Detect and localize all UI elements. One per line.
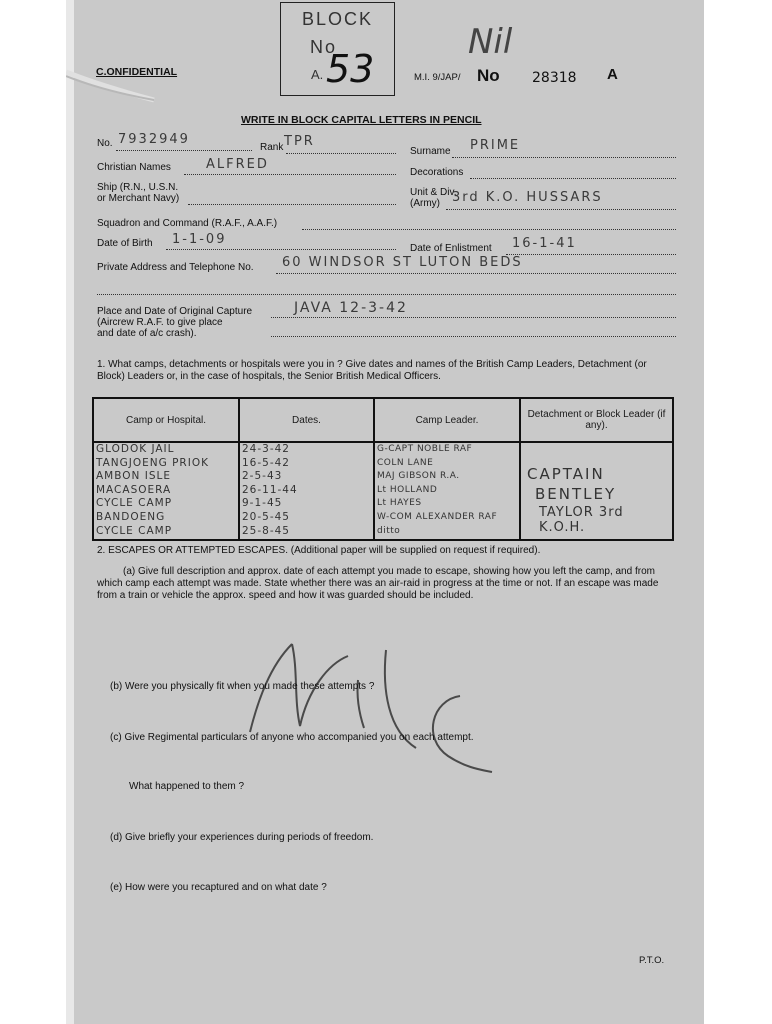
- detachment-line: TAYLOR 3rd K.O.H.: [539, 505, 624, 535]
- question-2c: (c) Give Regimental particulars of anyone who accompanied you on each attempt.: [110, 732, 474, 743]
- unit-label-1: Unit & Div.: [410, 187, 457, 198]
- capture-label-2: (Aircrew R.A.F. to give place: [97, 317, 223, 328]
- block-word: BLOCK: [301, 9, 374, 29]
- table-row: GLODOK JAIL: [96, 443, 175, 455]
- ship-label-2: or Merchant Navy): [97, 193, 180, 204]
- detachment-line: BENTLEY: [535, 485, 617, 503]
- christian-names-value: ALFRED: [206, 157, 269, 172]
- table-row: W-COM ALEXANDER RAF: [377, 511, 498, 522]
- table-row: COLN LANE: [377, 457, 434, 468]
- form-sheet: [66, 0, 704, 1024]
- table-row: 25-8-45: [242, 524, 290, 537]
- question-2-heading: 2. ESCAPES OR ATTEMPTED ESCAPES. (Additional paper will be supplied on request if required).: [97, 545, 541, 556]
- camps-table: [92, 397, 674, 541]
- question-2a: (a) Give full description and approx. date of each attempt you made to escape, showing how you left the camp, and from which camp each attempt was made. State whether there was an air-raid in progress at the time or not. If an escape was made from a train or vehicle the approx. speed and how it was guarded should be included.: [97, 566, 659, 601]
- table-row: Lt HOLLAND: [377, 484, 438, 495]
- capture-value: JAVA 12-3-42: [294, 300, 408, 316]
- confidential-label: C.ONFIDENTIAL: [96, 66, 178, 78]
- table-header-leader: Camp Leader.: [374, 398, 520, 442]
- table-row: ditto: [377, 525, 401, 536]
- table-row: Lt HAYES: [377, 498, 422, 509]
- capture-label-3: and date of a/c crash).: [97, 328, 197, 339]
- leader-column: [374, 442, 520, 540]
- camp-column: [93, 442, 239, 540]
- decorations-label: Decorations: [410, 167, 464, 178]
- table-row: G-CAPT NOBLE RAF: [377, 444, 473, 454]
- block-number: 53: [326, 47, 375, 91]
- table-row: 26-11-44: [242, 483, 298, 496]
- unit-label-2: (Army): [410, 198, 440, 209]
- table-header-dates: Dates.: [239, 398, 374, 442]
- table-row: BANDOENG: [96, 510, 166, 523]
- ref-label: M.I. 9/JAP/: [414, 72, 461, 83]
- table-row: 24-3-42: [242, 443, 290, 455]
- table-header-detachment: Detachment or Block Leader (if any).: [520, 398, 673, 442]
- table-row: CYCLE CAMP: [96, 497, 173, 510]
- rank-value: TPR: [284, 134, 315, 149]
- table-row: MACASOERA: [96, 483, 172, 496]
- squadron-label: Squadron and Command (R.A.F., A.A.F.): [97, 218, 278, 229]
- block-no-label: No: [309, 37, 337, 57]
- question-2b: (b) Were you physically fit when you made these attempts ?: [110, 681, 375, 692]
- block-prefix: A.: [311, 67, 324, 82]
- nil-scrawl-icon: [236, 630, 506, 780]
- table-row: 2-5-43: [242, 470, 283, 483]
- table-row: AMBON ISLE: [96, 470, 171, 483]
- enlistment-label: Date of Enlistment: [410, 243, 492, 254]
- page-edge: [66, 0, 74, 1024]
- rank-label: Rank: [260, 142, 284, 153]
- nil-mark-top: Nil: [468, 22, 513, 62]
- surname-value: PRIME: [470, 138, 521, 153]
- detachment-line: CAPTAIN: [527, 465, 605, 483]
- capture-label-1: Place and Date of Original Capture: [97, 306, 253, 317]
- question-1: 1. What camps, detachments or hospitals were you in ? Give dates and names of the British Camp Leaders, Detachment (or Block) Leaders or, in the case of hospitals, the Senior British Medical Officers.: [97, 359, 647, 382]
- detachment-column: [520, 442, 673, 540]
- table-row: 20-5-45: [242, 510, 290, 523]
- table-row: 9-1-45: [242, 497, 283, 510]
- ship-label-1: Ship (R.N., U.S.N.: [97, 182, 179, 193]
- service-no-value: 7932949: [118, 132, 190, 147]
- question-2c-follow: What happened to them ?: [129, 781, 245, 792]
- pto-label: P.T.O.: [639, 955, 665, 966]
- surname-label: Surname: [410, 146, 451, 157]
- serial-number: 28318: [532, 70, 577, 86]
- dob-label: Date of Birth: [97, 238, 153, 249]
- enlistment-value: 16-1-41: [512, 236, 577, 251]
- dates-column: [239, 442, 374, 540]
- table-row: MAJ GIBSON R.A.: [377, 471, 460, 482]
- serial-series: A: [607, 66, 618, 83]
- table-row: TANGJOENG PRIOK: [96, 456, 209, 469]
- question-2e: (e) How were you recaptured and on what date ?: [110, 882, 327, 893]
- address-label: Private Address and Telephone No.: [97, 262, 254, 273]
- question-2d: (d) Give briefly your experiences during periods of freedom.: [110, 832, 374, 843]
- serial-no-label: No: [477, 66, 500, 85]
- christian-names-label: Christian Names: [97, 162, 171, 173]
- dob-value: 1-1-09: [172, 232, 227, 247]
- address-value: 60 WINDSOR ST LUTON BEDS: [282, 255, 523, 270]
- table-header-camp: Camp or Hospital.: [93, 398, 239, 442]
- service-no-label: No.: [97, 138, 113, 149]
- block-number-box: [280, 2, 395, 96]
- unit-value: 3rd K.O. HUSSARS: [452, 190, 603, 205]
- table-row: 16-5-42: [242, 456, 290, 469]
- table-row: CYCLE CAMP: [96, 524, 173, 537]
- instruction-heading: WRITE IN BLOCK CAPITAL LETTERS IN PENCIL: [241, 114, 482, 126]
